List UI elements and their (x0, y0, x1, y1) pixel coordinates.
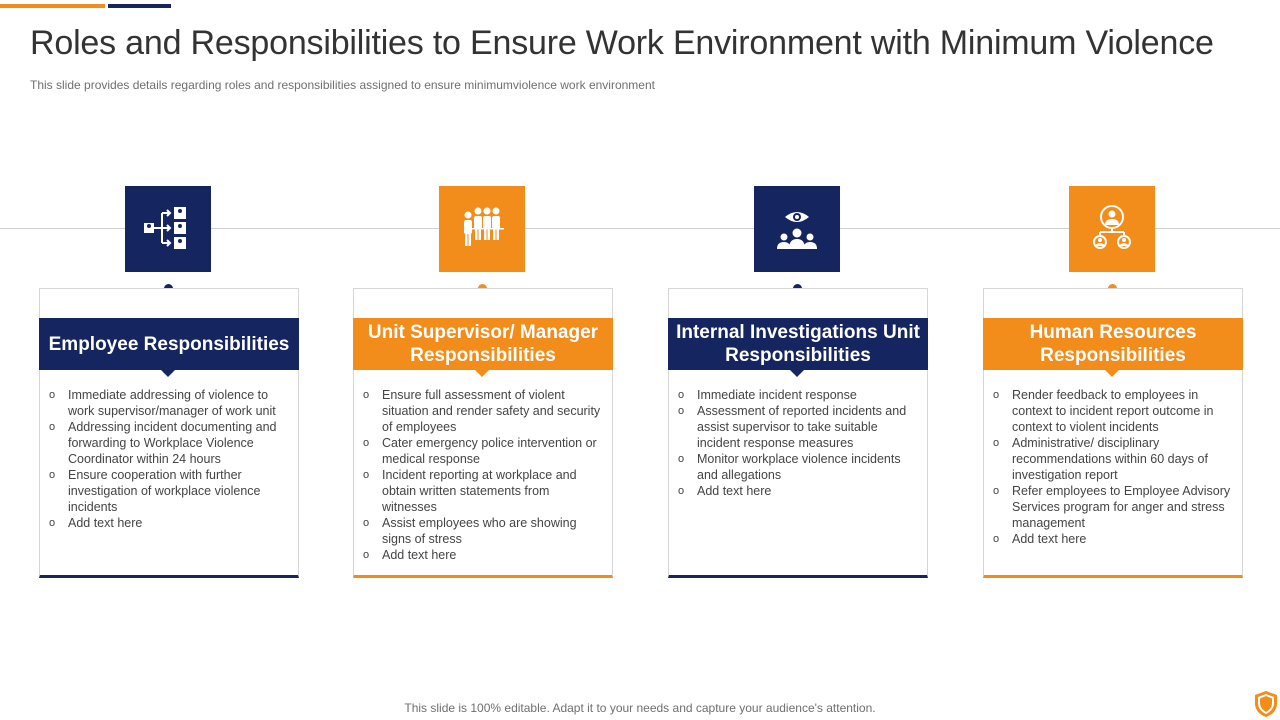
eye-team-icon (754, 186, 840, 272)
list-item: o Administrative/ disciplinary recommendations within 60 days of investigation report (993, 435, 1233, 483)
responsibility-list (363, 387, 603, 563)
card-heading: Unit Supervisor/ Manager Responsibilities (353, 318, 613, 370)
list-item: o Add text here (49, 515, 289, 531)
column-employee (39, 186, 299, 580)
team-group-icon (439, 186, 525, 272)
card-heading: Human Resources Responsibilities (983, 318, 1243, 370)
list-item: o Ensure full assessment of violent situation and render safety and security of employees (363, 387, 603, 435)
accent-bar-orange (0, 4, 105, 8)
responsibility-list (993, 387, 1233, 547)
responsibility-list (678, 387, 918, 499)
list-item: o Refer employees to Employee Advisory Services program for anger and stress management (993, 483, 1233, 531)
accent-bar-navy (108, 4, 171, 8)
list-item: o Immediate incident response (678, 387, 918, 403)
list-item: o Render feedback to employees in context to incident report outcome in context to violent incidents (993, 387, 1233, 435)
list-item: o Assist employees who are showing signs of stress (363, 515, 603, 547)
column-hr (983, 186, 1243, 580)
slide-subtitle: This slide provides details regarding roles and responsibilities assigned to ensure minimumviolence work environment (30, 78, 655, 92)
shield-logo-icon (1254, 690, 1278, 718)
responsibility-card (983, 288, 1243, 578)
card-heading: Employee Responsibilities (39, 318, 299, 370)
responsibility-card (39, 288, 299, 578)
footer-note: This slide is 100% editable. Adapt it to your needs and capture your audience's attention. (404, 701, 876, 715)
list-item: o Monitor workplace violence incidents and allegations (678, 451, 918, 483)
list-item: o Add text here (363, 547, 603, 563)
slide-title: Roles and Responsibilities to Ensure Work Environment with Minimum Violence (30, 24, 1214, 62)
list-item: o Incident reporting at workplace and obtain written statements from witnesses (363, 467, 603, 515)
list-item: o Add text here (678, 483, 918, 499)
list-item: o Addressing incident documenting and forwarding to Workplace Violence Coordinator within 24 hours (49, 419, 289, 467)
responsibility-list (49, 387, 289, 531)
people-network-icon (1069, 186, 1155, 272)
list-item: o Immediate addressing of violence to work supervisor/manager of work unit (49, 387, 289, 419)
list-item: o Cater emergency police intervention or medical response (363, 435, 603, 467)
list-item: o Assessment of reported incidents and assist supervisor to take suitable incident response measures (678, 403, 918, 451)
column-investigations (668, 186, 928, 580)
column-supervisor (353, 186, 613, 580)
responsibility-card (353, 288, 613, 578)
organization-chart-icon (125, 186, 211, 272)
responsibility-card (668, 288, 928, 578)
card-heading: Internal Investigations Unit Responsibilities (668, 318, 928, 370)
list-item: o Ensure cooperation with further investigation of workplace violence incidents (49, 467, 289, 515)
list-item: o Add text here (993, 531, 1233, 547)
